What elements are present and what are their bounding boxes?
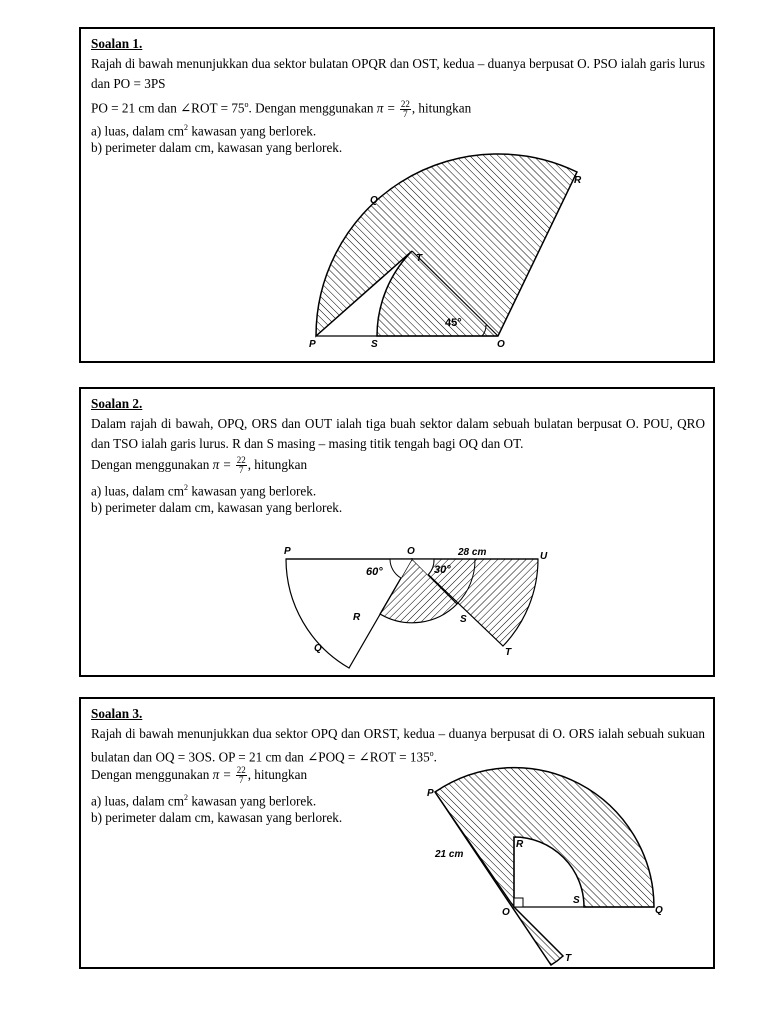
question-2-part-a: a) luas, dalam $cm^2$ kawasan yang berlorek. <box>91 483 317 499</box>
label-t: T <box>565 953 572 964</box>
question-2-box <box>79 387 715 677</box>
label-s: S <box>573 895 580 906</box>
right-angle-mark <box>514 898 523 907</box>
label-s: S <box>371 339 378 350</box>
label-q: Q <box>314 643 322 654</box>
question-3-text: Rajah di bawah menunjukkan dua sektor OPQ dan ORST, kedua – duanya berpusat di O. ORS ialah sebuah sukuan bulatan dan OQ = 3OS. OP = 21 cm dan ∠POQ = ∠ROT = $135^o$. <box>91 726 705 765</box>
length-label: 21 cm <box>435 849 464 860</box>
pi-fraction: $\frac{22}{7}$ <box>400 98 410 119</box>
shaded-region <box>435 768 654 965</box>
pi-fraction: $\frac{22}{7}$ <box>236 455 246 476</box>
question-2-text: Dalam rajah di bawah, OPQ, ORS dan OUT ialah tiga buah sektor dalam sebuah bulatan berpusat O. POU, QRO dan TSO ialah garis lurus. R dan S masing – masing titik tengah bagi OQ dan OT. <box>91 416 705 451</box>
question-3-title: Soalan 3. <box>91 706 143 721</box>
label-p: P <box>309 339 316 350</box>
question-3-part-a: a) luas, dalam $cm^2$ kawasan yang berlorek. <box>91 793 317 809</box>
label-p: P <box>427 788 434 799</box>
label-r: R <box>353 612 361 623</box>
label-u: U <box>540 551 548 562</box>
angle-60-label: 60° <box>366 566 383 578</box>
question-1-part-a: a) luas, dalam $cm^2$ kawasan yang berlorek. <box>91 123 317 139</box>
question-1-figure <box>81 29 717 365</box>
pi-symbol: π = <box>376 100 396 116</box>
angle-30-label: 30° <box>434 564 451 576</box>
label-r: R <box>574 175 582 186</box>
question-1-part-b: b) perimeter dalam cm, kawasan yang berlorek. <box>91 140 343 155</box>
label-o: O <box>407 546 415 557</box>
label-o: O <box>502 907 510 918</box>
label-r: R <box>516 839 524 850</box>
pi-symbol: π = <box>212 457 232 472</box>
question-1-given: PO = 21 cm dan ∠ROT = $75^o$. Dengan menggunakan π = $\frac{22}{7}$ , hitungkan <box>91 98 472 119</box>
label-o: O <box>497 339 505 350</box>
question-1-title: Soalan 1. <box>91 36 143 51</box>
question-3-given: Dengan menggunakan π = $\frac{22}{7}$ , hitungkan <box>91 765 308 786</box>
question-1-box <box>79 27 715 363</box>
question-2-part-b: b) perimeter dalam cm, kawasan yang berlorek. <box>91 500 343 515</box>
shaded-region <box>316 154 577 336</box>
question-1-text: Rajah di bawah menunjukkan dua sektor bulatan OPQR dan OST, kedua – duanya berpusat O. PSO ialah garis lurus dan PO = 3PS <box>91 56 705 91</box>
length-label: 28 cm <box>458 547 487 558</box>
question-2-title: Soalan 2. <box>91 396 143 411</box>
question-3-part-b: b) perimeter dalam cm, kawasan yang berlorek. <box>91 810 343 825</box>
question-2-given: Dengan menggunakan π = $\frac{22}{7}$ , hitungkan <box>91 455 308 476</box>
label-p: P <box>284 546 291 557</box>
pi-fraction: $\frac{22}{7}$ <box>236 765 246 786</box>
angle-label: 45° <box>445 317 462 329</box>
label-q: Q <box>370 195 378 206</box>
label-t: T <box>505 647 512 658</box>
question-3-box <box>79 697 715 969</box>
label-t: T <box>416 253 423 264</box>
label-q: Q <box>655 905 663 916</box>
label-s: S <box>460 614 467 625</box>
pi-symbol: π = <box>212 767 232 782</box>
question-2-figure <box>81 389 717 679</box>
question-3-figure <box>81 699 717 971</box>
